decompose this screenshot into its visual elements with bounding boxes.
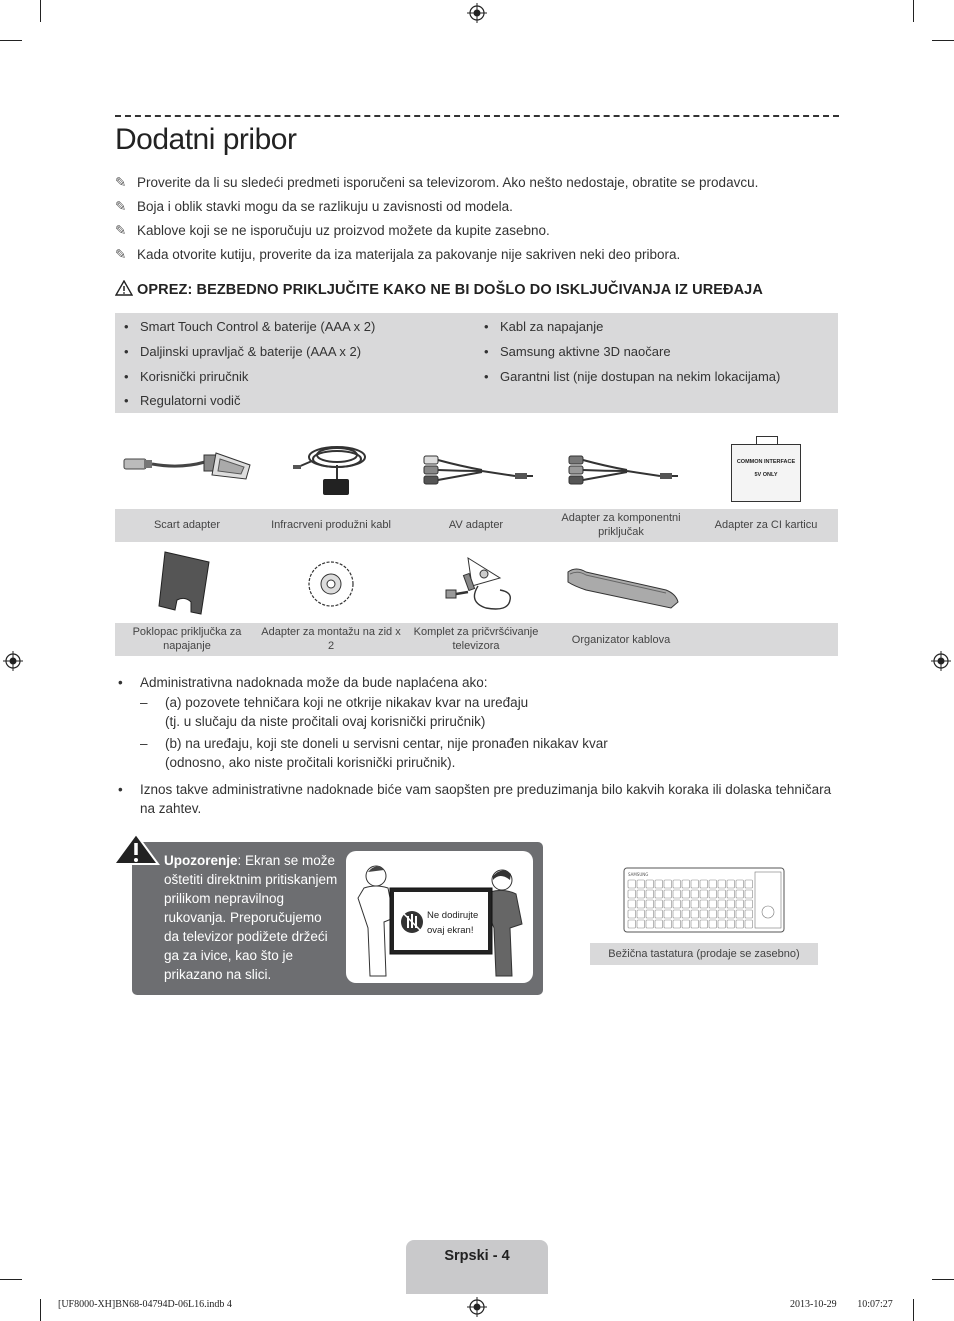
keyboard-key bbox=[727, 890, 735, 898]
keyboard-key bbox=[637, 900, 645, 908]
accessory-label: Komplet za pričvršćivanje televizora bbox=[413, 626, 539, 652]
ci-card-label: COMMON INTERFACE bbox=[736, 459, 796, 465]
crop-mark bbox=[0, 40, 22, 41]
keyboard-caption: Bežična tastatura (prodaje se zasebno) bbox=[590, 943, 818, 965]
page-title: Dodatni pribor bbox=[115, 123, 297, 156]
keyboard-key bbox=[736, 880, 744, 888]
page-number-tab bbox=[406, 1240, 548, 1294]
keyboard-key bbox=[709, 910, 717, 918]
fee-case-a-detail: (tj. u slučaju da niste pročitali ovaj korisnički priručnik) bbox=[165, 714, 486, 729]
ci-card-voltage: 5V ONLY bbox=[754, 472, 778, 478]
list-item: • Regulatorni vodič bbox=[124, 393, 241, 408]
pencil-note-icon: ✎ bbox=[115, 247, 127, 262]
keyboard-key bbox=[637, 910, 645, 918]
accessory-label: Poklopac priključka za napajanje bbox=[132, 626, 242, 652]
wireless-keyboard-image bbox=[623, 866, 785, 934]
keyboard-key bbox=[700, 910, 708, 918]
keyboard-key bbox=[700, 880, 708, 888]
keyboard-key bbox=[709, 920, 717, 928]
keyboard-key bbox=[709, 880, 717, 888]
keyboard-key bbox=[628, 880, 636, 888]
keyboard-key bbox=[691, 910, 699, 918]
keyboard-key bbox=[745, 900, 753, 908]
keyboard-key bbox=[673, 880, 681, 888]
no-touch-label: Ne dodirujte ovaj ekran! bbox=[427, 910, 479, 936]
keyboard-key bbox=[682, 910, 690, 918]
keyboard-key bbox=[718, 890, 726, 898]
keyboard-key bbox=[736, 900, 744, 908]
registration-mark-icon bbox=[467, 1297, 487, 1317]
keyboard-key bbox=[709, 890, 717, 898]
keyboard-key bbox=[664, 910, 672, 918]
keyboard-key bbox=[718, 900, 726, 908]
keyboard-key bbox=[664, 900, 672, 908]
keyboard-key bbox=[646, 910, 654, 918]
keyboard-key bbox=[682, 900, 690, 908]
keyboard-key bbox=[673, 920, 681, 928]
keyboard-key bbox=[745, 910, 753, 918]
warning-triangle-icon bbox=[115, 280, 133, 296]
keyboard-key bbox=[691, 890, 699, 898]
keyboard-key bbox=[691, 900, 699, 908]
keyboard-key bbox=[637, 880, 645, 888]
keyboard-key bbox=[745, 880, 753, 888]
tv-holder-kit-image bbox=[438, 552, 518, 614]
keyboard-key bbox=[727, 920, 735, 928]
power-terminal-cover-image bbox=[155, 550, 215, 618]
keyboard-key bbox=[736, 890, 744, 898]
keyboard-key bbox=[682, 920, 690, 928]
keyboard-key bbox=[745, 890, 753, 898]
keyboard-key bbox=[655, 880, 663, 888]
component-adapter-image bbox=[565, 448, 680, 493]
keyboard-key bbox=[682, 890, 690, 898]
keyboard-key bbox=[655, 890, 663, 898]
section-divider bbox=[115, 115, 839, 117]
keyboard-key bbox=[727, 880, 735, 888]
list-item: • Garantni list (nije dostupan na nekim lokacijama) bbox=[484, 369, 781, 384]
keyboard-key bbox=[736, 910, 744, 918]
ci-card-body bbox=[731, 444, 801, 502]
keyboard-key bbox=[691, 880, 699, 888]
registration-mark-icon bbox=[931, 651, 951, 671]
keyboard-key bbox=[637, 890, 645, 898]
page-number: Srpski - 4 bbox=[444, 1248, 510, 1264]
keyboard-key bbox=[664, 920, 672, 928]
accessory-label: Infracrveni produžni kabl bbox=[271, 519, 391, 531]
pencil-note-icon: ✎ bbox=[115, 223, 127, 238]
crop-mark bbox=[913, 0, 914, 22]
pencil-note-icon: ✎ bbox=[115, 199, 127, 214]
list-item: • Smart Touch Control & baterije (AAA x 2) bbox=[124, 319, 376, 334]
registration-mark-icon bbox=[467, 3, 487, 23]
crop-mark bbox=[932, 1279, 954, 1280]
keyboard-key bbox=[646, 920, 654, 928]
keyboard-key bbox=[673, 890, 681, 898]
keyboard-key bbox=[628, 920, 636, 928]
fee-case-b-detail: (odnosno, ako niste pročitali korisnički priručnik). bbox=[165, 755, 456, 770]
warning-triangle-icon bbox=[112, 832, 160, 866]
keyboard-key bbox=[718, 920, 726, 928]
keyboard-key bbox=[664, 890, 672, 898]
fee-case-a: – (a) pozovete tehničara koji ne otkrije nikakav kvar na uređaju bbox=[140, 695, 529, 710]
av-adapter-image bbox=[420, 448, 535, 493]
list-item: • Samsung aktivne 3D naočare bbox=[484, 344, 671, 359]
keyboard-key bbox=[646, 890, 654, 898]
keyboard-key bbox=[673, 900, 681, 908]
cable-organizer-image bbox=[566, 562, 681, 610]
ir-extension-cable-image bbox=[290, 435, 375, 500]
scart-adapter-image bbox=[120, 445, 255, 490]
accessory-label: AV adapter bbox=[448, 519, 504, 531]
note-item: ✎ Proverite da li su sledeći predmeti isporučeni sa televizorom. Ako nešto nedostaje, obratite se prodavcu. bbox=[115, 175, 759, 190]
keyboard-key bbox=[691, 920, 699, 928]
warning-text: Upozorenje: Ekran se može oštetiti direktnim pritiskanjem prilikom nepravilnog rukovanja. Preporučujemo da televizor podižete držeći ga za ivice, kao što je prikazano na slici. bbox=[164, 853, 338, 982]
keyboard-key bbox=[655, 910, 663, 918]
keyboard-key bbox=[709, 900, 717, 908]
list-item: • Kabl za napajanje bbox=[484, 319, 604, 334]
keyboard-key bbox=[718, 910, 726, 918]
accessory-label: Adapter za montažu na zid x 2 bbox=[261, 626, 401, 652]
crop-mark bbox=[40, 1299, 41, 1321]
registration-mark-icon bbox=[3, 651, 23, 671]
accessory-label: Organizator kablova bbox=[571, 634, 671, 646]
keyboard-key bbox=[700, 900, 708, 908]
keyboard-key bbox=[700, 920, 708, 928]
crop-mark bbox=[40, 0, 41, 22]
keyboard-key bbox=[646, 900, 654, 908]
wall-mount-adapter-image bbox=[305, 558, 357, 610]
ci-card-adapter-image bbox=[731, 436, 801, 502]
note-item: ✎ Boja i oblik stavki mogu da se razlikuju u zavisnosti od modela. bbox=[115, 199, 513, 214]
fee-intro: • Administrativna nadoknada može da bude naplaćena ako: bbox=[118, 675, 488, 690]
footer-timestamp: 2013-10-29 ￿￿ 10:07:27 bbox=[790, 1299, 893, 1310]
crop-mark bbox=[932, 40, 954, 41]
caution-heading: OPREZ: BEZBEDNO PRIKLJUČITE KAKO NE BI DOŠLO DO ISKLJUČIVANJA IZ UREĐAJA bbox=[115, 280, 763, 298]
keyboard-key bbox=[745, 920, 753, 928]
fee-case-b: – (b) na uređaju, koji ste doneli u servisni centar, nije pronađen nikakav kvar bbox=[140, 736, 608, 751]
pencil-note-icon: ✎ bbox=[115, 175, 127, 190]
note-item: ✎ Kada otvorite kutiju, proverite da iza materijala za pakovanje nije sakriven neki deo pribora. bbox=[115, 247, 681, 262]
crop-mark bbox=[913, 1299, 914, 1321]
keyboard-key bbox=[628, 890, 636, 898]
keyboard-key bbox=[727, 900, 735, 908]
keyboard-key bbox=[628, 900, 636, 908]
keyboard-key bbox=[682, 880, 690, 888]
keyboard-key bbox=[646, 880, 654, 888]
accessory-label: Scart adapter bbox=[153, 519, 221, 531]
keyboard-key bbox=[664, 880, 672, 888]
keyboard-key bbox=[700, 890, 708, 898]
crop-mark bbox=[0, 1279, 22, 1280]
fee-amount: • Iznos takve administrativne nadoknade biće vam saopšten pre preduzimanja bilo kakvih koraka ili dolaska tehničara na zahtev. bbox=[118, 782, 832, 816]
list-item: • Daljinski upravljač & baterije (AAA x 2) bbox=[124, 344, 362, 359]
note-item: ✎ Kablove koji se ne isporučuju uz proizvod možete da kupite zasebno. bbox=[115, 223, 550, 238]
accessory-label: Adapter za komponentni priključak bbox=[561, 512, 681, 538]
keyboard-brand-text: SAMSUNG bbox=[628, 872, 649, 877]
keyboard-key bbox=[655, 920, 663, 928]
keyboard-key bbox=[727, 910, 735, 918]
keyboard-key bbox=[718, 880, 726, 888]
keyboard-key bbox=[628, 910, 636, 918]
list-item: • Korisnički priručnik bbox=[124, 369, 249, 384]
keyboard-key bbox=[637, 920, 645, 928]
keyboard-key bbox=[673, 910, 681, 918]
keyboard-key bbox=[736, 920, 744, 928]
keyboard-key bbox=[655, 900, 663, 908]
footer-file-name: [UF8000-XH]BN68-04794D-06L16.indb 4 bbox=[58, 1299, 232, 1310]
accessory-label: Adapter za CI karticu bbox=[714, 519, 818, 531]
